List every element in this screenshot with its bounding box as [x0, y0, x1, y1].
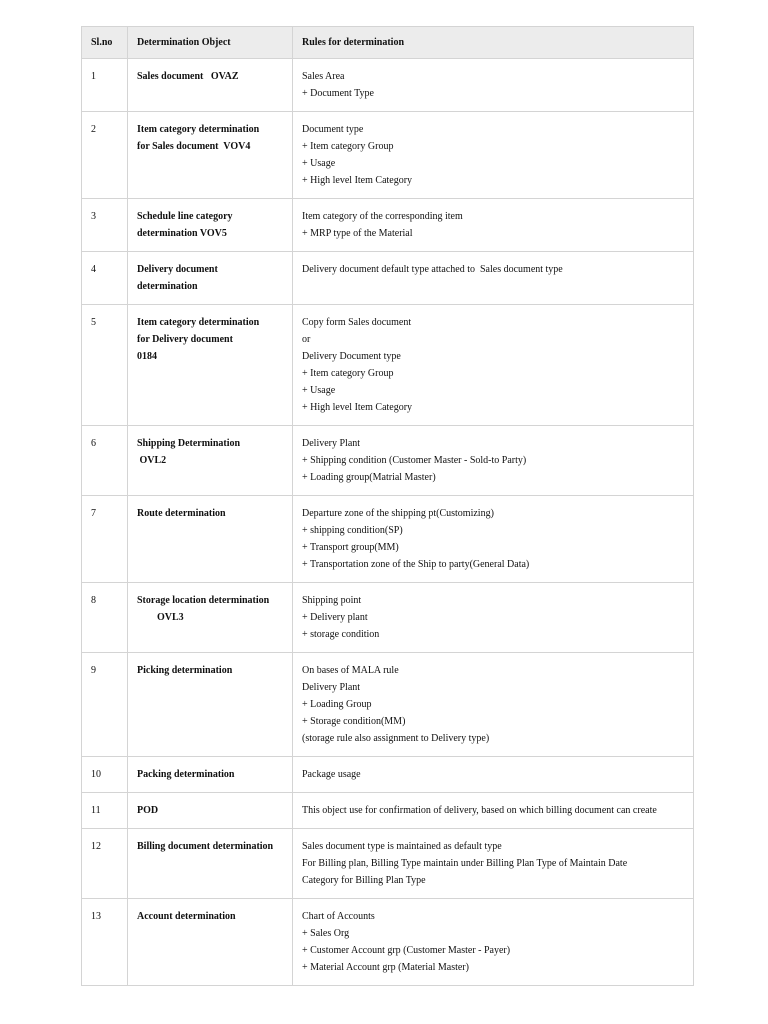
table-row — [82, 899, 694, 986]
row-number: 8 — [82, 583, 128, 653]
object-line: for Sales document VOV4 — [137, 141, 251, 152]
rule-line: Delivery Plant — [302, 682, 361, 693]
rule-line: Chart of Accounts — [302, 911, 375, 922]
rules-cell — [293, 899, 694, 986]
determination-object — [128, 899, 293, 986]
rules-cell — [293, 112, 694, 199]
table-row — [82, 199, 694, 252]
rule-line: + Material Account grp (Material Master) — [302, 962, 469, 973]
determination-object — [128, 199, 293, 252]
rules-cell — [293, 199, 694, 252]
row-number: 3 — [82, 199, 128, 252]
table-header-row — [82, 27, 694, 59]
rule-line: (storage rule also assignment to Delivery type) — [302, 733, 490, 744]
object-line: determination VOV5 — [137, 228, 227, 239]
object-line: Sales document OVAZ — [137, 71, 239, 82]
rules-cell — [293, 496, 694, 583]
object-line: Billing document determination — [137, 841, 274, 852]
table-row — [82, 305, 694, 426]
row-number: 6 — [82, 426, 128, 496]
row-number: 9 — [82, 653, 128, 757]
table-row — [82, 496, 694, 583]
rules-cell — [293, 583, 694, 653]
rule-line: + Shipping condition (Customer Master - Sold-to Party) — [302, 455, 527, 466]
determination-object — [128, 112, 293, 199]
determination-object — [128, 793, 293, 829]
determination-object — [128, 496, 293, 583]
row-number: 4 — [82, 252, 128, 305]
rule-line: For Billing plan, Billing Type maintain under Billing Plan Type of Maintain Date — [302, 858, 628, 869]
row-number: 12 — [82, 829, 128, 899]
rule-line: + Transport group(MM) — [302, 542, 399, 553]
rule-line: Departure zone of the shipping pt(Customizing) — [302, 508, 494, 519]
rule-line: + Item category Group — [302, 141, 394, 152]
rules-cell — [293, 653, 694, 757]
determination-object — [128, 829, 293, 899]
determination-object — [128, 583, 293, 653]
table-row — [82, 757, 694, 793]
rule-line: Sales Area — [302, 71, 345, 82]
row-number: 10 — [82, 757, 128, 793]
rule-line: + High level Item Category — [302, 402, 413, 413]
determination-object — [128, 305, 293, 426]
rule-line: + Delivery plant — [302, 612, 368, 623]
rule-line: Package usage — [302, 769, 361, 780]
rule-line: Item category of the corresponding item — [302, 211, 463, 222]
determination-object — [128, 757, 293, 793]
rule-line: + Usage — [302, 158, 336, 169]
rules-cell — [293, 426, 694, 496]
rule-line: + High level Item Category — [302, 175, 413, 186]
header-slno: Sl.no — [82, 27, 128, 59]
rule-line: + Storage condition(MM) — [302, 716, 406, 727]
table-row — [82, 426, 694, 496]
object-line: POD — [137, 805, 159, 816]
rule-line: On bases of MALA rule — [302, 665, 399, 676]
object-line: OVL3 — [137, 612, 184, 623]
rule-line: + Item category Group — [302, 368, 394, 379]
object-line: Delivery document — [137, 264, 218, 275]
rule-line: + Loading Group — [302, 699, 372, 710]
rules-cell — [293, 252, 694, 305]
rule-line: + storage condition — [302, 629, 380, 640]
rules-cell — [293, 59, 694, 112]
object-line: Storage location determination — [137, 595, 270, 606]
object-line: 0184 — [137, 351, 157, 362]
rules-cell — [293, 829, 694, 899]
table-row — [82, 252, 694, 305]
determination-object — [128, 426, 293, 496]
rule-line: Delivery document default type attached to Sales document type — [302, 264, 563, 275]
header-rules: Rules for determination — [293, 27, 694, 59]
row-number: 1 — [82, 59, 128, 112]
rule-line: Category for Billing Plan Type — [302, 875, 426, 886]
row-number: 7 — [82, 496, 128, 583]
rules-cell — [293, 757, 694, 793]
rule-line: + Usage — [302, 385, 336, 396]
rule-line: Shipping point — [302, 595, 362, 606]
row-number: 2 — [82, 112, 128, 199]
object-line: determination — [137, 281, 198, 292]
rule-line: Delivery Plant — [302, 438, 361, 449]
rule-line: Delivery Document type — [302, 351, 401, 362]
rules-cell — [293, 305, 694, 426]
rule-line: + Document Type — [302, 88, 374, 99]
rule-line: + Loading group(Matrial Master) — [302, 472, 436, 483]
table-row — [82, 793, 694, 829]
row-number: 13 — [82, 899, 128, 986]
determination-object — [128, 252, 293, 305]
object-line: for Delivery document — [137, 334, 233, 345]
row-number: 5 — [82, 305, 128, 426]
rule-line: Document type — [302, 124, 364, 135]
rules-cell — [293, 793, 694, 829]
object-line: Item category determination — [137, 317, 260, 328]
object-line: Picking determination — [137, 665, 233, 676]
determination-table — [81, 26, 694, 986]
table-body — [82, 59, 694, 986]
table-row — [82, 59, 694, 112]
rule-line: or — [302, 334, 311, 345]
rule-line: + Transportation zone of the Ship to party(General Data) — [302, 559, 530, 570]
rule-line: Copy form Sales document — [302, 317, 412, 328]
determination-object — [128, 653, 293, 757]
object-line: Packing determination — [137, 769, 235, 780]
object-line: Shipping Determination — [137, 438, 241, 449]
rule-line: + shipping condition(SP) — [302, 525, 403, 536]
table-row — [82, 112, 694, 199]
header-determination-object: Determination Object — [128, 27, 293, 59]
rule-line: This object use for confirmation of delivery, based on which billing document can create — [302, 805, 657, 816]
table-row — [82, 829, 694, 899]
object-line: OVL2 — [137, 455, 167, 466]
row-number: 11 — [82, 793, 128, 829]
rule-line: Sales document type is maintained as default type — [302, 841, 502, 852]
object-line: Account determination — [137, 911, 236, 922]
object-line: Route determination — [137, 508, 226, 519]
rule-line: + Customer Account grp (Customer Master - Payer) — [302, 945, 511, 956]
table-row — [82, 653, 694, 757]
rule-line: + Sales Org — [302, 928, 350, 939]
rule-line: + MRP type of the Material — [302, 228, 413, 239]
determination-object — [128, 59, 293, 112]
object-line: Item category determination — [137, 124, 260, 135]
object-line: Schedule line category — [137, 211, 233, 222]
table-row — [82, 583, 694, 653]
